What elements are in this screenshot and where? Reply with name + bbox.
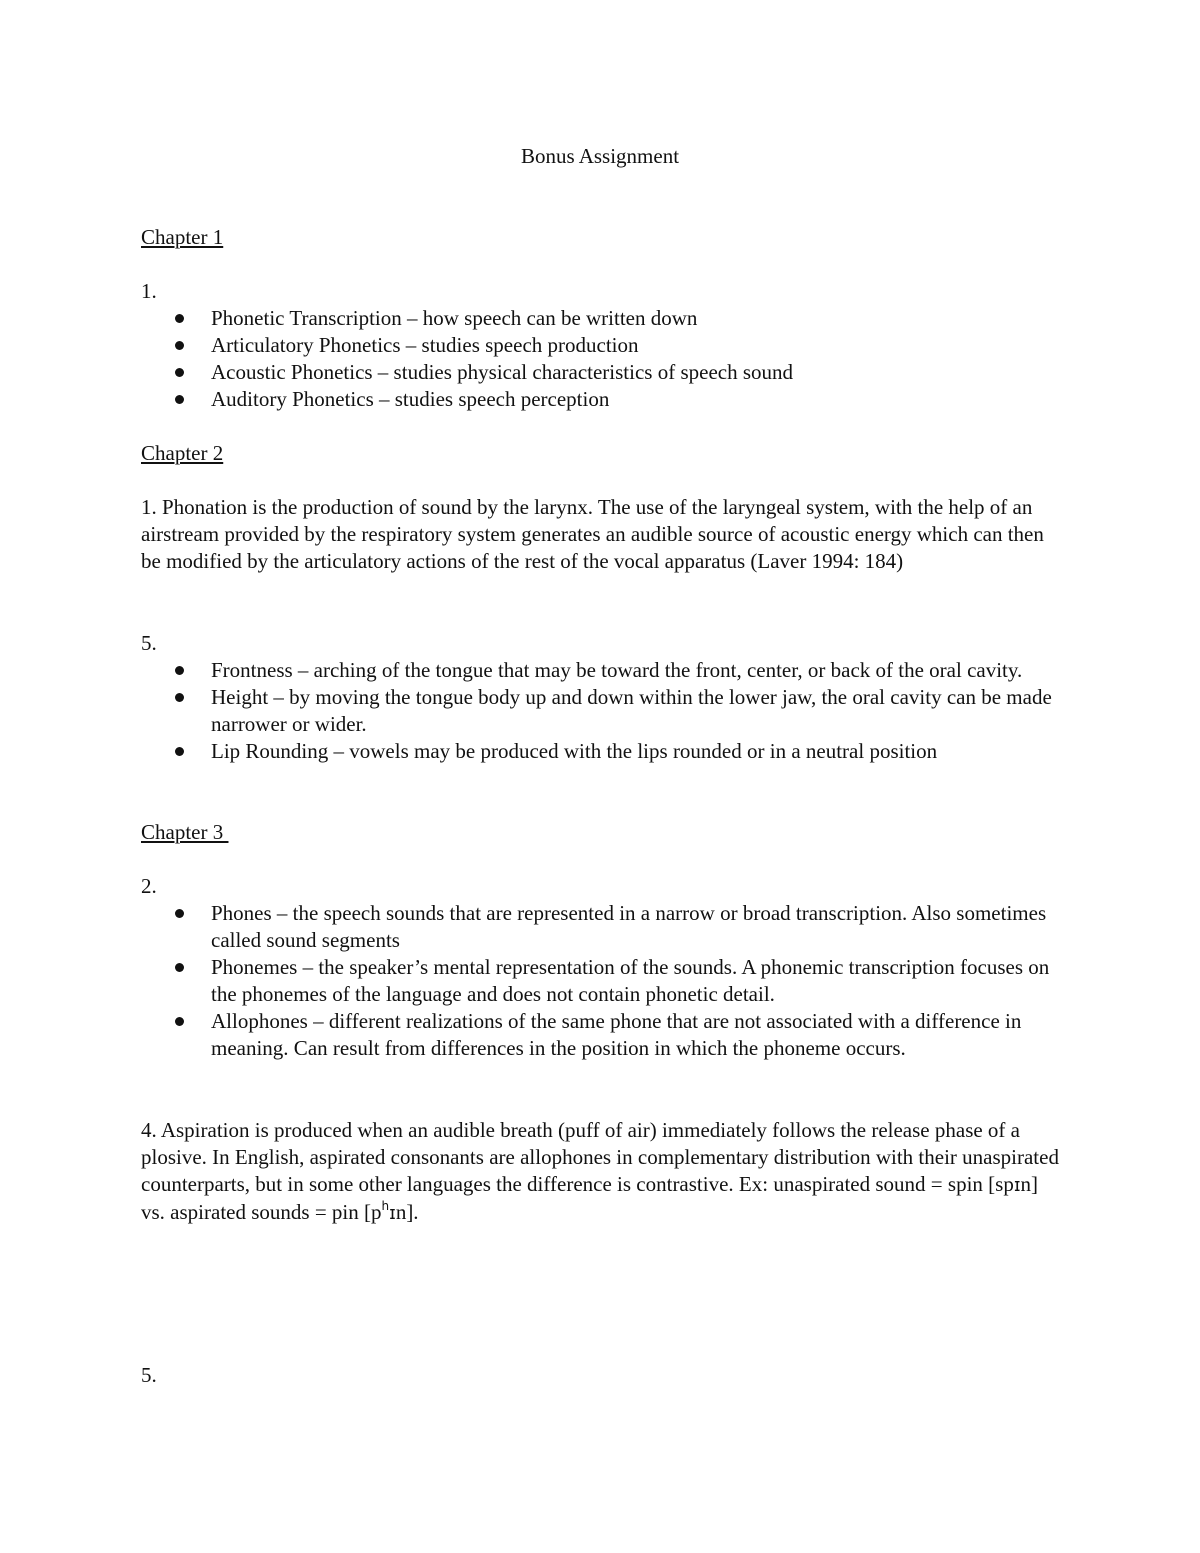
chapter-3-list [168,900,1068,1062]
list-item: Acoustic Phonetics – studies physical characteristics of speech sound [168,359,1068,386]
chapter-1-question-number: 1. [141,279,157,303]
bullet-icon [175,341,184,350]
bullet-icon [175,314,184,323]
document-title: Bonus Assignment [520,144,680,168]
chapter-2-heading: Chapter 2 [141,441,224,465]
list-item: Phonemes – the speaker’s mental representation of the sounds. A phonemic transcription focuses on the phonemes of the language and does not contain phonetic detail. [168,954,1068,1008]
bullet-icon [175,368,184,377]
chapter-2-question-number: 5. [141,631,157,655]
chapter-3-question-number: 2. [141,874,157,898]
list-item: Phonetic Transcription – how speech can be written down [168,305,1068,332]
chapter-2-question-1: 1. Phonation is the production of sound by the larynx. The use of the laryngeal system, with the help of an airstream provided by the respiratory system generates an audible source of acoustic energy which can then be modified by the articulatory actions of the rest of the vocal apparatus (Laver 1994: 184) [141,495,1044,573]
bullet-icon [175,1017,184,1026]
bullet-icon [175,963,184,972]
bullet-icon [175,909,184,918]
chapter-1-heading: Chapter 1 [141,225,224,249]
chapter-2-list [168,657,1068,765]
list-item: Articulatory Phonetics – studies speech production [168,332,1068,359]
list-item: Height – by moving the tongue body up and down within the lower jaw, the oral cavity can be made narrower or wider. [168,684,1068,738]
chapter-1-list [168,305,1068,413]
bullet-icon [175,395,184,404]
list-item: Auditory Phonetics – studies speech perception [168,386,1068,413]
list-item: Allophones – different realizations of the same phone that are not associated with a difference in meaning. Can result from differences in the position in which the phoneme occurs. [168,1008,1068,1062]
bullet-icon [175,693,184,702]
bullet-icon [175,666,184,675]
chapter-3-heading: Chapter 3 [141,820,229,844]
list-item: Lip Rounding – vowels may be produced with the lips rounded or in a neutral position [168,738,1068,765]
bullet-icon [175,747,184,756]
list-item: Frontness – arching of the tongue that may be toward the front, center, or back of the oral cavity. [168,657,1068,684]
list-item: Phones – the speech sounds that are represented in a narrow or broad transcription. Also sometimes called sound segments [168,900,1068,954]
chapter-3-question-5-number: 5. [141,1363,157,1387]
chapter-3-question-4: 4. Aspiration is produced when an audible breath (puff of air) immediately follows the release phase of a plosive. In English, aspirated consonants are allophones in complementary distribution with their unaspirated counterparts, but in some other languages the difference is contrastive. Ex: unaspirated sound = spin [spɪn] vs. aspirated sounds = pin $[p^hɪn]$. [141,1118,1059,1224]
